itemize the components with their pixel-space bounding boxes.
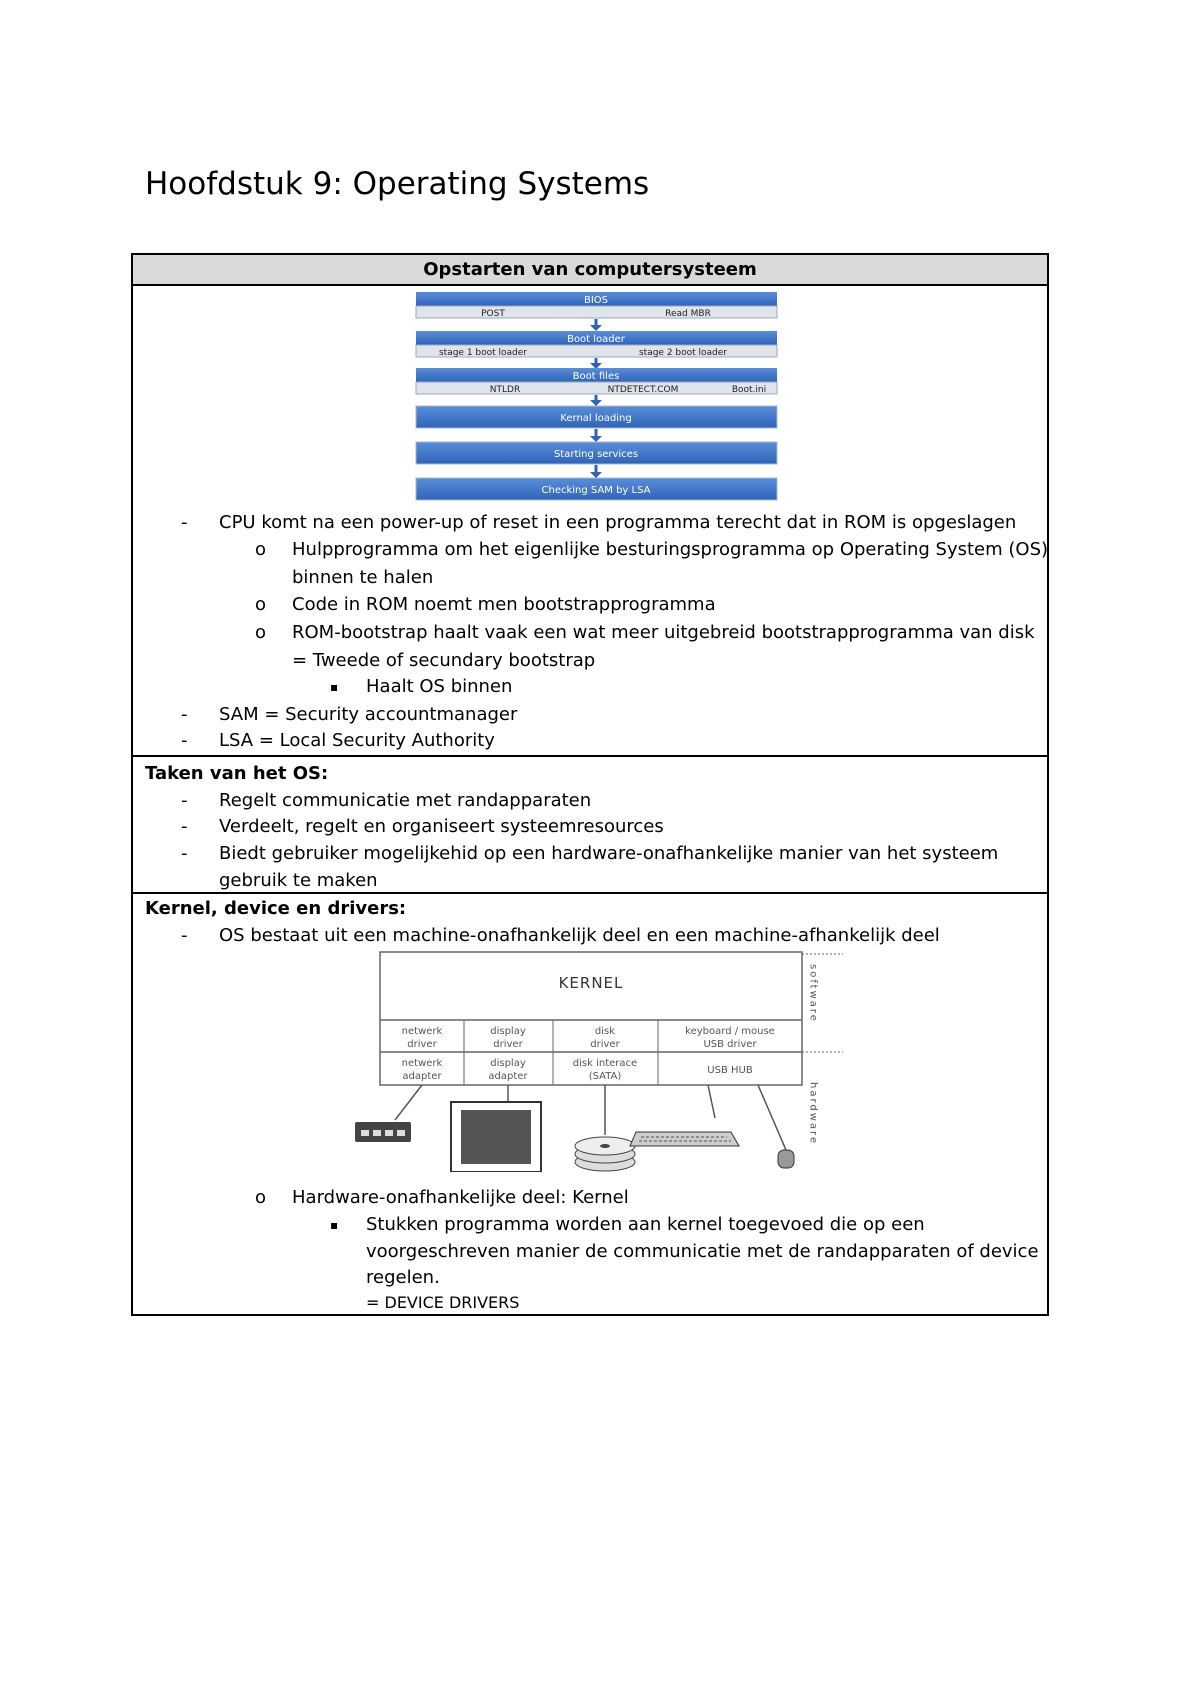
dash-marker: - [181,512,188,533]
device-drivers-label: = DEVICE DRIVERS [366,1293,520,1312]
kernel-loading-label: Kernal loading [560,413,632,424]
boot-files-box [416,368,777,395]
usb-driver-l2: USB driver [703,1039,757,1050]
disk-driver-l2: driver [590,1039,620,1050]
bullet-hulpprogramma: Hulpprogramma om het eigenlijke besturingsprogramma op Operating System (OS) [292,539,1049,560]
ntldr-label: NTLDR [489,385,521,395]
arrow-head-5 [590,472,602,478]
bootini-label: Boot.ini [731,385,767,395]
display-adapter-l2: adapter [488,1071,528,1082]
bullet-hardware-onafhankelijk: Biedt gebruiker mogelijkehid op een hardware-onafhankelijke manier van het systeem [219,843,999,864]
boot-loader-box [416,331,777,358]
bullet-os-bestaat: OS bestaat uit een machine-onafhankelijk deel en een machine-afhankelijk deel [219,925,940,946]
arrow-head-3 [590,400,602,406]
kernel-loading-box [416,406,777,428]
monitor-icon [451,1102,541,1172]
network-driver-l2: driver [407,1039,437,1050]
keyboard-icon [630,1132,739,1146]
kernel-label: KERNEL [558,974,624,992]
usb-hub-label: USB HUB [707,1065,753,1076]
bullet-haalt-os: Haalt OS binnen [366,676,513,697]
post-label: POST [481,309,505,319]
network-switch-icon [355,1122,411,1142]
display-driver-l2: driver [493,1039,523,1050]
bullet-hardware-onafhankelijke-deel: Hardware-onafhankelijke deel: Kernel [292,1187,629,1208]
bullet-code-rom: Code in ROM noemt men bootstrapprogramma [292,594,716,615]
disk-icon [575,1137,635,1171]
section-title-kernel: Kernel, device en drivers: [145,898,407,919]
dash-marker: - [181,730,188,751]
bullet-sam: SAM = Security accountmanager [219,704,518,725]
bullet-hulpprogramma-cont: binnen te halen [292,567,434,588]
arrow-head-4 [590,436,602,442]
network-driver-l1: netwerk [401,1026,443,1037]
dash-marker: - [181,790,188,811]
bullet-lsa: LSA = Local Security Authority [219,730,495,751]
starting-services-box [416,442,777,464]
circle-marker: o [255,622,267,643]
network-adapter-l2: adapter [402,1071,442,1082]
dash-marker: - [181,843,188,864]
software-side-label: software [807,964,819,1023]
dash-marker: - [181,704,188,725]
checking-sam-label: Checking SAM by LSA [541,485,651,496]
disk-interface-l1: disk interace [572,1058,638,1069]
square-marker: ▪ [330,1218,339,1232]
circle-marker: o [255,594,267,615]
section-header: Opstarten van computersysteem [133,255,1047,284]
bullet-rom-bootstrap-cont: = Tweede of secundary bootstrap [292,650,596,671]
bios-title: BIOS [583,295,609,306]
boot-loader-title: Boot loader [567,334,625,345]
kernel-diagram [133,950,1047,1172]
bullet-hardware-onafhankelijk-cont: gebruik te maken [219,870,378,891]
hardware-side-label: hardware [807,1082,819,1146]
bullet-stukken-programma-l2: voorgeschreven manier de communicatie met de randapparaten of device [366,1241,1039,1262]
boot-files-title: Boot files [572,371,620,382]
page-title: Hoofdstuk 9: Operating Systems [145,166,650,202]
bios-box [416,292,777,319]
circle-marker: o [255,1187,267,1208]
dash-marker: - [181,925,188,946]
boot-sequence-diagram [133,286,1047,506]
ntdetect-label: NTDETECT.COM [607,385,679,395]
notes-table [131,253,1049,1316]
circle-marker: o [255,539,267,560]
bullet-systeemresources: Verdeelt, regelt en organiseert systeemresources [219,816,664,837]
stage2-label: stage 2 boot loader [638,348,728,358]
bullet-rom-bootstrap: ROM-bootstrap haalt vaak een wat meer uitgebreid bootstrapprogramma van disk [292,622,1035,643]
starting-services-label: Starting services [553,449,639,460]
arrow-head-1 [590,325,602,331]
section-taken [133,755,1047,892]
stage1-label: stage 1 boot loader [438,348,528,358]
square-marker: ▪ [330,680,339,694]
disk-driver-l1: disk [594,1026,616,1037]
bullet-stukken-programma-l3: regelen. [366,1267,440,1288]
bullet-stukken-programma: Stukken programma worden aan kernel toegevoed die op een [366,1214,925,1235]
usb-driver-l1: keyboard / mouse [685,1026,775,1037]
section-title-taken: Taken van het OS: [145,763,329,784]
bullet-cpu: CPU komt na een power-up of reset in een programma terecht dat in ROM is opgeslagen [219,512,1017,533]
display-adapter-l1: display [490,1058,526,1069]
network-adapter-l1: netwerk [401,1058,443,1069]
disk-interface-l2: (SATA) [588,1071,622,1082]
checking-sam-box [416,478,777,500]
section-kernel [133,892,1047,1314]
read-mbr-label: Read MBR [665,309,711,319]
bullet-communicatie: Regelt communicatie met randapparaten [219,790,592,811]
display-driver-l1: display [490,1026,526,1037]
dash-marker: - [181,816,188,837]
section-boot [133,284,1047,755]
mouse-icon [778,1150,794,1168]
